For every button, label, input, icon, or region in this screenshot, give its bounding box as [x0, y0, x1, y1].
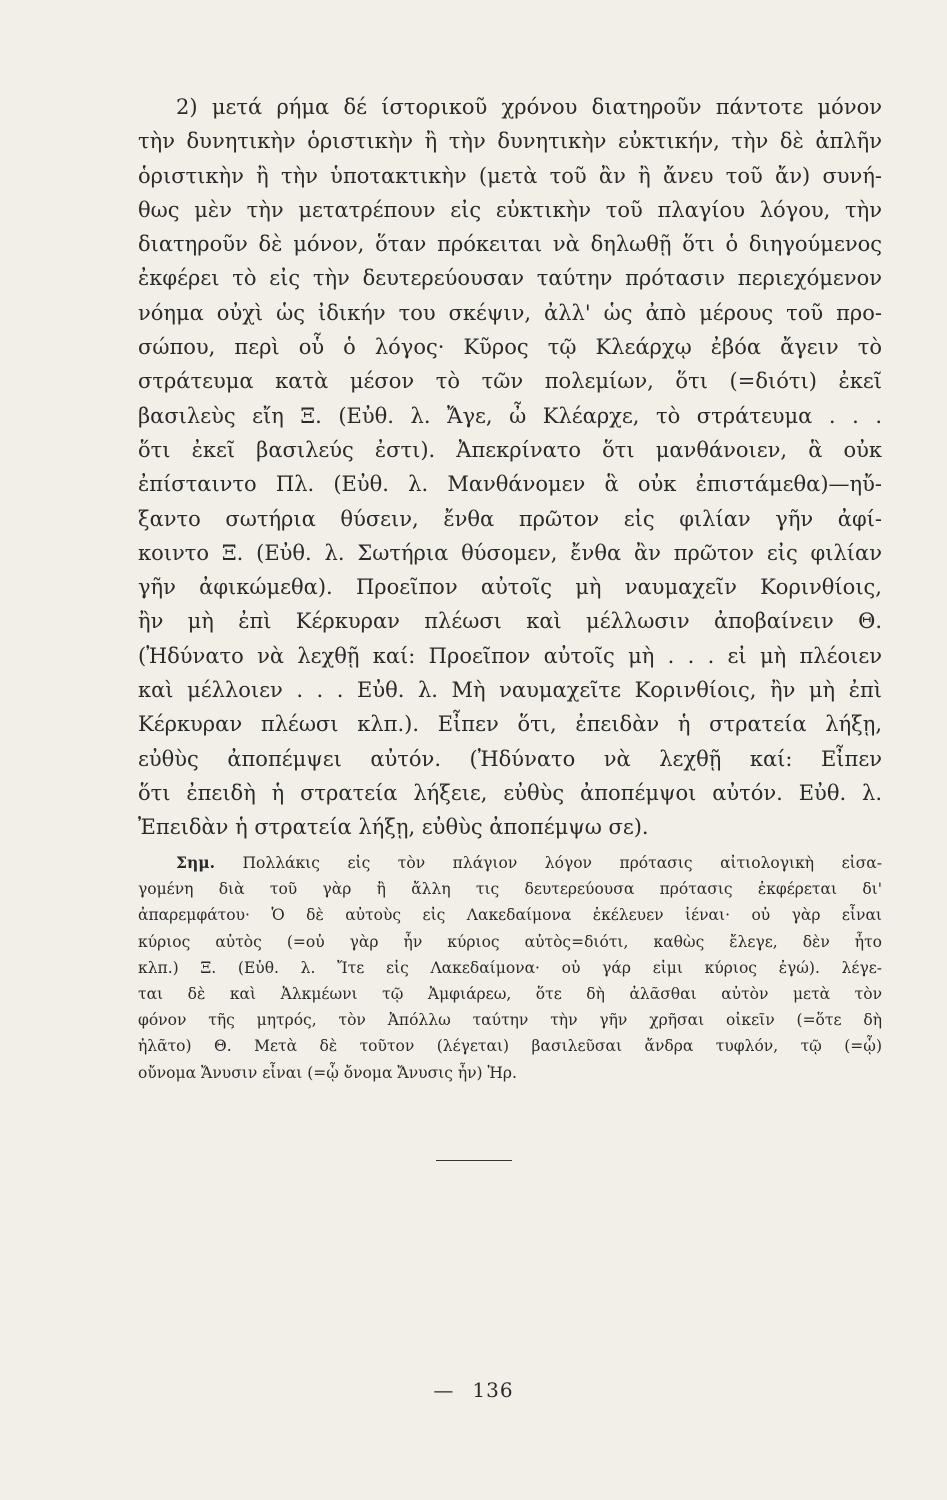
text-line: καὶ μέλλοιεν . . . Εὐθ. λ. Μὴ ναυμαχεῖτε Κορινθίοις, ἢν μὴ ἐπὶ — [138, 678, 882, 703]
note-line: ἠλᾶτο) Θ. Μετὰ δὲ τοῦτον (λέγεται) βασιλεῦσαι ἄνδρα τυφλόν, τῷ (=ᾧ) — [138, 1037, 882, 1056]
text-line: Κέρκυραν πλέωσι κλπ.). Εἶπεν ὅτι, ἐπειδὰν ἡ στρατεία λήξῃ, — [138, 712, 882, 737]
text-line: κοιντο Ξ. (Εὐθ. λ. Σωτήρια θύσομεν, ἔνθα ἂν πρῶτον εἰς φιλίαν — [138, 540, 882, 565]
note-heading: Σημ. — [176, 853, 215, 872]
text-line: ἐκφέρει τὸ εἰς τὴν δευτερεύουσαν ταύτην πρότασιν περιεχόμενον — [138, 266, 882, 291]
note-block — [138, 850, 882, 1086]
text-line: (Ἠδύνατο νὰ λεχθῇ καί: Προεῖπον αὐτοῖς μὴ . . . εἰ μὴ πλέοιεν — [138, 643, 882, 668]
text-line: τὴν δυνητικὴν ὁριστικὴν ἢ τὴν δυνητικὴν εὐκτικήν, τὴν δὲ ἁπλῆν — [138, 129, 882, 154]
text-line: ἢν μὴ ἐπὶ Κέρκυραν πλέωσι καὶ μέλλωσιν ἀποβαίνειν Θ. — [138, 609, 882, 634]
text-line: Ἐπειδὰν ἡ στρατεία λήξῃ, εὐθὺς ἀποπέμψω σε). — [138, 815, 649, 840]
note-first-line-text: Πολλάκις εἰς τὸν πλάγιον λόγον πρότασις αἰτιολογικὴ εἰσα- — [214, 854, 882, 872]
text-line: ξαντο σωτήρια θύσειν, ἔνθα πρῶτον εἰς φιλίαν γῆν ἀφί- — [138, 506, 882, 531]
note-line: οὔνομα Ἄνυσιν εἶναι (=ᾧ ὄνομα Ἄνυσις ἦν) Ἡρ. — [138, 1063, 517, 1082]
note-line: ται δὲ καὶ Ἀλκμέωνι τῷ Ἀμφιάρεω, ὅτε δὴ ἀλᾶσθαι αὐτὸν μετὰ τὸν — [138, 984, 882, 1003]
note-line — [138, 850, 882, 876]
page-number: 136 — [472, 1378, 514, 1402]
text-line: ἐπίσταιντο Πλ. (Εὐθ. λ. Μανθάνομεν ἃ οὐκ ἐπιστάμεθα)—ηὔ- — [138, 472, 882, 497]
text-line: ὅτι ἐκεῖ βασιλεύς ἐστι). Ἀπεκρίνατο ὅτι μανθάνοιεν, ἃ οὐκ — [138, 437, 882, 462]
text-line: ὅτι ἐπειδὴ ἡ στρατεία λήξειε, εὐθὺς ἀποπέμψοι αὐτόν. Εὐθ. λ. — [138, 780, 882, 805]
text-line: 2) μετά ρήμα δέ ίστορικοῦ χρόνου διατηροῦν πάντοτε μόνον — [176, 95, 882, 119]
text-line: νόημα οὐχὶ ὡς ἰδικήν του σκέψιν, ἀλλ' ὡς ἀπὸ μέρους τοῦ προ- — [138, 300, 882, 325]
text-line: βασιλεὺς εἴη Ξ. (Εὐθ. λ. Ἄγε, ὦ Κλέαρχε, τὸ στράτευμα . . . — [138, 403, 882, 428]
text-line: διατηροῦν δὲ μόνον, ὅταν πρόκειται νὰ δηλωθῇ ὅτι ὁ διηγούμενος — [138, 232, 882, 257]
text-line: στράτευμα κατὰ μέσον τὸ τῶν πολεμίων, ὅτι (=διότι) ἐκεῖ — [138, 369, 882, 394]
section-divider — [436, 1160, 512, 1161]
main-text-block — [138, 90, 882, 845]
note-line: φόνον τῆς μητρός, τὸν Ἀπόλλω ταύτην τὴν γῆν χρῆσαι οἰκεῖν (=ὅτε δὴ — [138, 1011, 882, 1030]
page-footer — [0, 1378, 947, 1402]
text-line: ὁριστικὴν ἢ τὴν ὑποτακτικὴν (μετὰ τοῦ ἂν ἢ ἄνευ τοῦ ἄν) συνή- — [138, 163, 882, 188]
text-line: σώπου, περὶ οὗ ὁ λόγος· Κῦρος τῷ Κλεάρχῳ ἐβόα ἄγειν τὸ — [138, 335, 882, 360]
note-line: ἀπαρεμφάτου· Ὁ δὲ αὐτοὺς εἰς Λακεδαίμονα ἐκέλευεν ἰέναι· οὐ γὰρ εἶναι — [138, 906, 882, 925]
note-line: κλπ.) Ξ. (Εὐθ. λ. Ἴτε εἰς Λακεδαίμονα· οὐ γάρ εἰμι κύριος ἐγώ). λέγε- — [138, 958, 882, 977]
text-line: εὐθὺς ἀποπέμψει αὐτόν. (Ἠδύνατο νὰ λεχθῇ καί: Εἶπεν — [138, 746, 882, 771]
text-line: θως μὲν τὴν μετατρέπουν εἰς εὐκτικὴν τοῦ πλαγίου λόγου, τὴν — [138, 197, 882, 222]
note-line: γομένη διὰ τοῦ γὰρ ἢ ἄλλη τις δευτερεύουσα πρότασις ἐκφέρεται δι' — [138, 880, 882, 899]
footer-dash: — — [433, 1378, 455, 1402]
note-line: κύριος αὐτὸς (=οὐ γὰρ ἦν κύριος αὐτὸς=διότι, καθὼς ἔλεγε, δὲν ἦτο — [138, 932, 882, 951]
text-line: γῆν ἀφικώμεθα). Προεῖπον αὐτοῖς μὴ ναυμαχεῖν Κορινθίοις, — [138, 575, 882, 600]
